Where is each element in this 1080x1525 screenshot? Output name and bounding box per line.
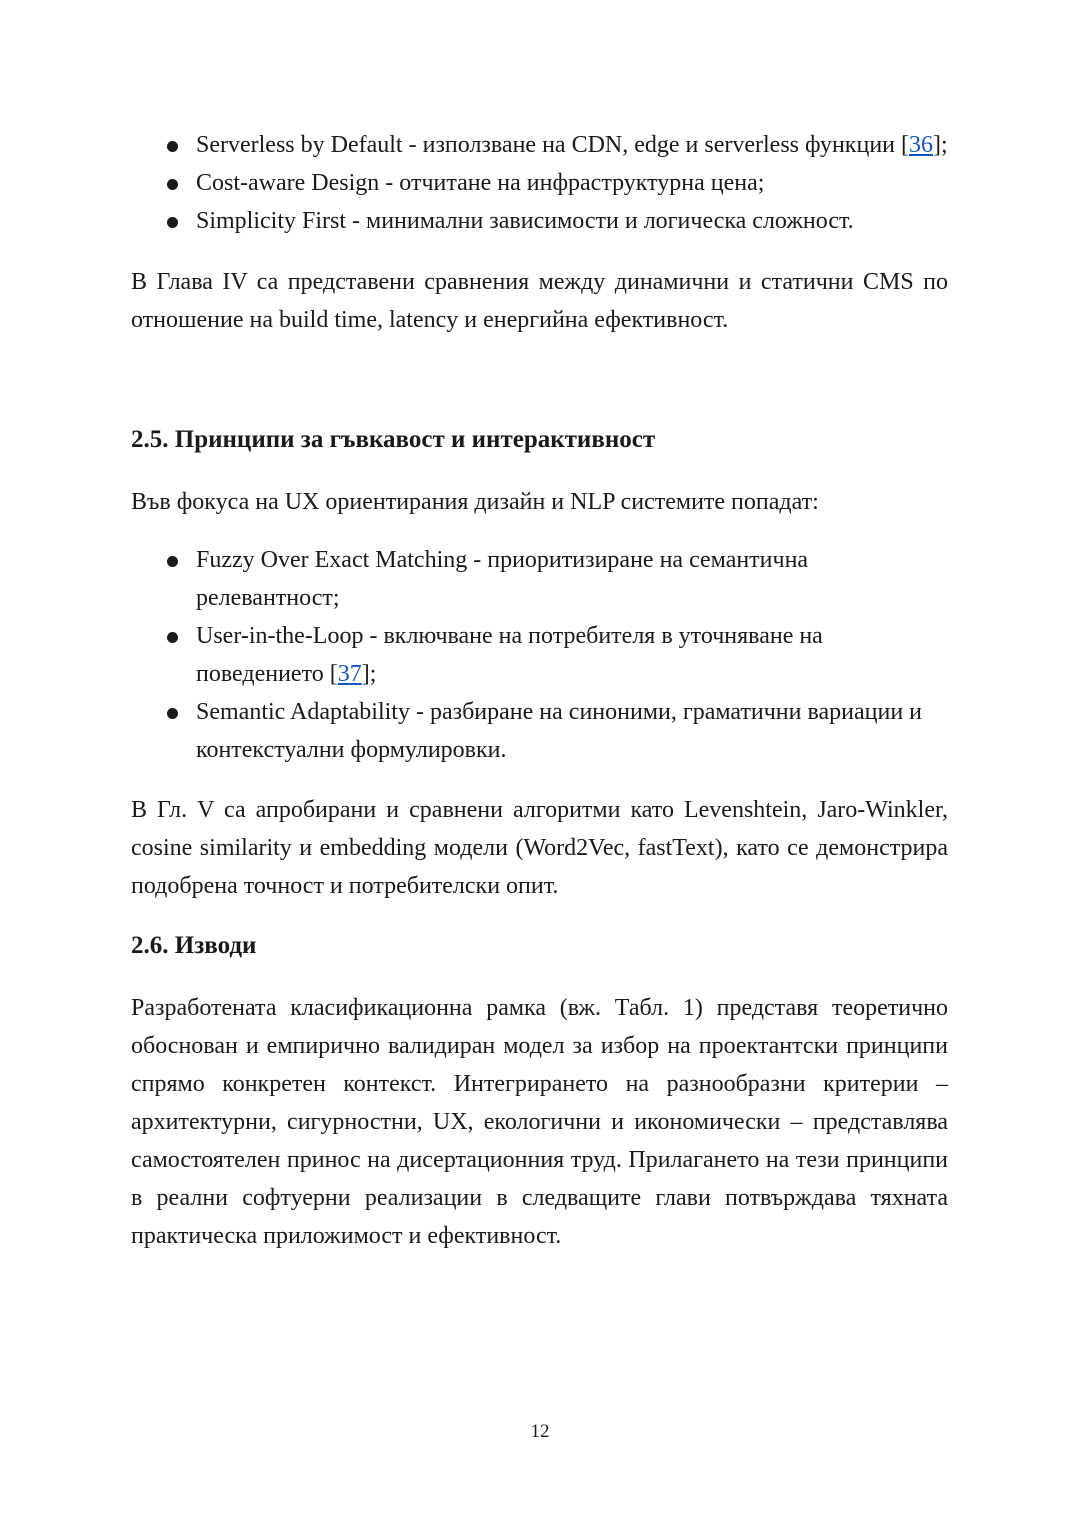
- bullet-icon: [167, 708, 178, 719]
- principles-list-flexibility: [131, 541, 948, 769]
- list-item-text: User-in-the-Loop - включване на потребителя в уточняване на поведението: [196, 623, 823, 687]
- section-heading-2-5: 2.5. Принципи за гъвкавост и интерактивност: [131, 426, 656, 453]
- list-item-text: Fuzzy Over Exact Matching - приоритизиране на семантична релевантност;: [196, 547, 809, 611]
- principles-list-top: [131, 126, 948, 240]
- list-item-text: Simplicity First - минимални зависимости и логическа сложност.: [196, 208, 854, 234]
- bullet-icon: [167, 217, 178, 228]
- page-body: [131, 126, 948, 1255]
- section-2-6-body: Разработената класификационна рамка (вж. Табл. 1) представя теоретично обоснован и емпирично валидиран модел за избор на проектантски принципи спрямо конкретен контекст. Интегрирането на разнообразни критерии – архитектурни, сигурностни, UX, екологични и икономически – представлява самостоятелен принос на дисертационния труд. Прилагането на тези принципи в реални софтуерни реализации в следващите глави потвърждава тяхната практическа приложимост и ефективност.: [131, 995, 948, 1249]
- list-item-text: Cost-aware Design - отчитане на инфраструктурна цена;: [196, 170, 765, 196]
- paragraph-cms-comparison: В Глава IV са представени сравнения между динамични и статични CMS по отношение на build time, latency и енергийна ефективност.: [131, 269, 949, 333]
- section-2-5-intro: Във фокуса на UX ориентирания дизайн и NLP системите попадат:: [131, 489, 819, 515]
- bullet-icon: [167, 179, 178, 190]
- list-item: [131, 541, 948, 617]
- list-item-text: Semantic Adaptability - разбиране на синоними, граматични вариации и контекстуални формулировки.: [196, 699, 923, 763]
- reference-link-37[interactable]: 37: [337, 661, 362, 687]
- list-item: Serverless by Default - използване на CDN, edge и serverless функции [36];: [131, 126, 948, 164]
- bullet-icon: [167, 141, 178, 152]
- reference-link-36[interactable]: 36: [909, 132, 933, 158]
- section-2-5-closing: В Гл. V са апробирани и сравнени алгоритми като Levenshtein, Jaro-Winkler, cosine similarity и embedding модели (Word2Vec, fastText), като се демонстрира подобрена точност и потребителски опит.: [131, 797, 948, 899]
- section-heading-2-6: 2.6. Изводи: [131, 932, 257, 959]
- list-item-text: Serverless by Default - използване на CDN, edge и serverless функции: [196, 132, 901, 158]
- list-item: User-in-the-Loop - включване на потребителя в уточняване на поведението [37];: [131, 617, 948, 693]
- bullet-icon: [167, 632, 178, 643]
- list-item: [131, 202, 948, 240]
- list-item: [131, 693, 948, 769]
- page-number: 12: [530, 1421, 550, 1442]
- bullet-icon: [167, 556, 178, 567]
- list-item: [131, 164, 948, 202]
